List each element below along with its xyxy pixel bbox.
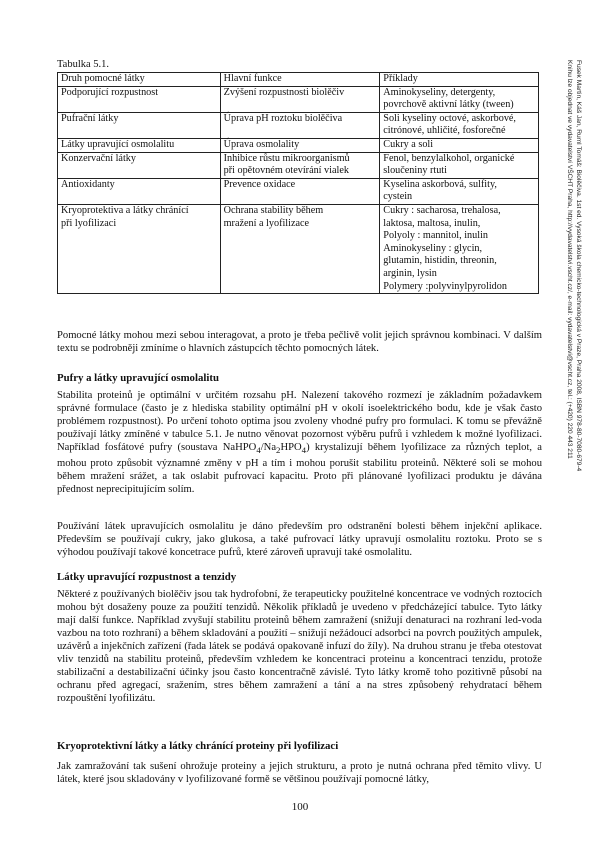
section-heading-cryoprotectants: Kryoprotektivní látky a látky chránící proteiny při lyofilizaci bbox=[57, 740, 339, 752]
table-cell-examples bbox=[380, 152, 539, 178]
cell-line: Aminokyseliny, detergenty, bbox=[383, 86, 496, 98]
cryoprotectants-paragraph: Jak zamražování tak sušení ohrožuje proteiny a jejich strukturu, a proto je nutná ochrana před těmito vlivy. U látek, které jsou skladovány v lyofilizované formě se většinou používají pomocné látky, bbox=[57, 761, 542, 785]
cell-line: Úprava pH roztoku biolěčiva bbox=[223, 112, 343, 124]
table-cell-type: Pufrační látky bbox=[58, 112, 221, 138]
table-header-cell: Druh pomocné látky bbox=[58, 73, 221, 87]
cell-line: Fenol, benzylalkohol, organické bbox=[383, 152, 515, 164]
table-row bbox=[58, 178, 539, 204]
cell-line: sloučeniny rtuti bbox=[383, 165, 447, 177]
intro-paragraph: Pomocné látky mohou mezi sebou interagovat, a proto je třeba pečlivě volit jejich správnou kombinaci. V dalším textu se podrobněji zmíníme o hlavních zástupcích těchto pomocných látek. bbox=[57, 330, 542, 354]
table-cell-function bbox=[220, 204, 380, 293]
copyright-sidebar bbox=[560, 60, 582, 620]
cell-line: při lyofilizaci bbox=[61, 217, 117, 229]
cell-line: Polymery :polyvinylpyrolidon bbox=[383, 280, 507, 292]
table-cell-type: Látky upravující osmolalitu bbox=[58, 138, 221, 152]
cell-line: glutamin, histidin, threonin, bbox=[383, 255, 497, 267]
table-caption: Tabulka 5.1. bbox=[57, 59, 110, 70]
section-heading-buffers: Pufry a látky upravující osmolalitu bbox=[57, 372, 219, 384]
copyright-line: Fusek Martin, Káš Jan, Ruml Tomáš: Biolěčiva. 1st ed. Vysoká škola chemicko-technologická v Praze, Praha 2008, ISBN 978-80-7080-679-4 bbox=[575, 60, 582, 472]
table-cell-type bbox=[58, 204, 221, 293]
table-cell-function bbox=[220, 152, 380, 178]
cell-line: povrchově aktivní látky (tween) bbox=[383, 99, 514, 111]
cell-line: mražení a lyofilizace bbox=[223, 217, 310, 229]
table-row bbox=[58, 112, 539, 138]
excipients-table bbox=[57, 72, 539, 294]
table-cell-examples bbox=[380, 86, 539, 112]
cell-line: citrónové, uhličité, fosforečné bbox=[383, 125, 506, 137]
cell-line: cystein bbox=[383, 191, 413, 203]
copyright-text bbox=[565, 60, 582, 620]
table-header-cell: Příklady bbox=[380, 73, 539, 87]
table-cell-function bbox=[220, 178, 380, 204]
subscript: 2 bbox=[276, 445, 281, 456]
table-row bbox=[58, 138, 539, 152]
copyright-line: Knihu lze objednat ve vydavatelství VŠCHT Praha, http://vydavatelstvi.vscht.cz/, e-mail: vydavatelstvi@vscht.cz, tel.: (+420) 220 443 211 bbox=[566, 60, 574, 459]
cell-line: Polyoly : mannitol, inulin bbox=[383, 230, 488, 242]
table-cell-function bbox=[220, 86, 380, 112]
cell-line: Prevence oxidace bbox=[223, 178, 296, 190]
table-cell-function bbox=[220, 112, 380, 138]
table-cell-type: Antioxidanty bbox=[58, 178, 221, 204]
table-cell-function bbox=[220, 138, 380, 152]
cell-line: Kryoprotektiva a látky chránící bbox=[61, 204, 189, 216]
cell-line: laktosa, maltosa, inulin, bbox=[383, 217, 481, 229]
table-header-row bbox=[58, 73, 539, 87]
table-row bbox=[58, 86, 539, 112]
text-span: Stabilita proteinů je optimální v určitém rozsahu pH. Nalezení takového rozmezí je základním požadavkem správné formulace (často je z hlediska stability optimální pH v okolí isoelektrického bodu, kde je však často problémem rozpustnost). Po určení tohoto optima jsou zvoleny vhodné pufry pro formulaci. K tomu se převážně používají látky zmíněné v tabulce 5.1. Je nutno věnovat pozornost výběru pufrů i vzhledem k možné lyofilizaci. Například fosfátové pufry (soustava NaHPO bbox=[57, 390, 542, 453]
cell-line: Aminokyseliny : glycin, bbox=[383, 242, 483, 254]
table-header-cell: Hlavní funkce bbox=[220, 73, 380, 87]
cell-line: Cukry : sacharosa, trehalosa, bbox=[383, 204, 501, 216]
table-row bbox=[58, 204, 539, 293]
cell-line: Inhibice růstu mikroorganismů bbox=[223, 152, 350, 164]
table-cell-examples bbox=[380, 178, 539, 204]
table-cell-examples bbox=[380, 138, 539, 152]
subscript: 4 bbox=[301, 445, 307, 456]
section-heading-solubility: Látky upravující rozpustnost a tenzidy bbox=[57, 571, 237, 583]
cell-line: Zvýšení rozpustnosti biolěčiv bbox=[223, 86, 345, 98]
cell-line: Úprava osmolality bbox=[223, 138, 300, 150]
table-cell-examples bbox=[380, 204, 539, 293]
text-span: HPO bbox=[280, 442, 302, 453]
cell-line: arginin, lysin bbox=[383, 267, 437, 279]
text-span: ) krystalizují během lyofilizace za různých teplot, a mohou proto způsobit významné změny v pH a tím i mohou porušit stabilitu proteinů. Některé soli se mohou během mražení srážet, a tak oslabit pufrovací kapacitu. Proto při plánované lyofilizaci produktu je dávána přednost neprecipitujícím solím. bbox=[57, 442, 543, 496]
osmolality-paragraph: Používání látek upravujících osmolalitu je dáno především pro odstranění bolesti během injekční aplikace. Především se používají cukry, jako glukosa, a také pufrovací látky upravují osmolalitu roztoku. Proto se s výhodou používají takové koncetrace pufrů, které zároveň upravují také osmolalitu. bbox=[57, 521, 542, 558]
subscript: 4 bbox=[256, 445, 261, 456]
cell-line: Kyselina askorbová, sulfity, bbox=[383, 178, 497, 190]
table-row bbox=[58, 152, 539, 178]
cell-line: při opětovném otevírání vialek bbox=[223, 165, 349, 177]
cell-line: Ochrana stability během bbox=[223, 204, 324, 216]
table-cell-type: Podporující rozpustnost bbox=[58, 86, 221, 112]
cell-line: Cukry a soli bbox=[383, 138, 434, 150]
buffers-paragraph bbox=[57, 389, 542, 496]
solubility-paragraph: Některé z používaných biolěčiv jsou tak hydrofobní, že terapeuticky použitelné koncentrace ve vodných roztocích mohou být dosaženy pouze za použití tenzidů. Několik příkladů je uvedeno v předcházející tabulce. Tyto látky mají další funkce. Například zvyšují stabilitu proteinů během zamražení (snižují denaturaci na rozhraní led-voda vazbou na toto rozhraní) a během skladování a použití – snižují nežádoucí adsorbci na povrch použitých ampulek, uzávěrů a injekčních zařízení (řada látek se podává opakovaně infuzí do žíly). Na druhou stranu je třeba otestovat vliv tenzidů na stabilitu proteinů, především vzhledem ke koncentraci proteinu a koncentraci tenzidu, protože stabilizační a destabilizační účinky jsou často koncentračně závislé. Tyto látky kromě toho pozitivně působí na ochranu před agregací, sražením, stres během zamražení a tání a na stres způsobený rehydratací během rozpouštění lyofilizátu. bbox=[57, 589, 542, 704]
table-cell-examples bbox=[380, 112, 539, 138]
text-span: /Na bbox=[260, 442, 277, 453]
table-cell-type: Konzervační látky bbox=[58, 152, 221, 178]
cell-line: Soli kyseliny octové, askorbové, bbox=[383, 112, 516, 124]
page-number: 100 bbox=[291, 801, 309, 813]
